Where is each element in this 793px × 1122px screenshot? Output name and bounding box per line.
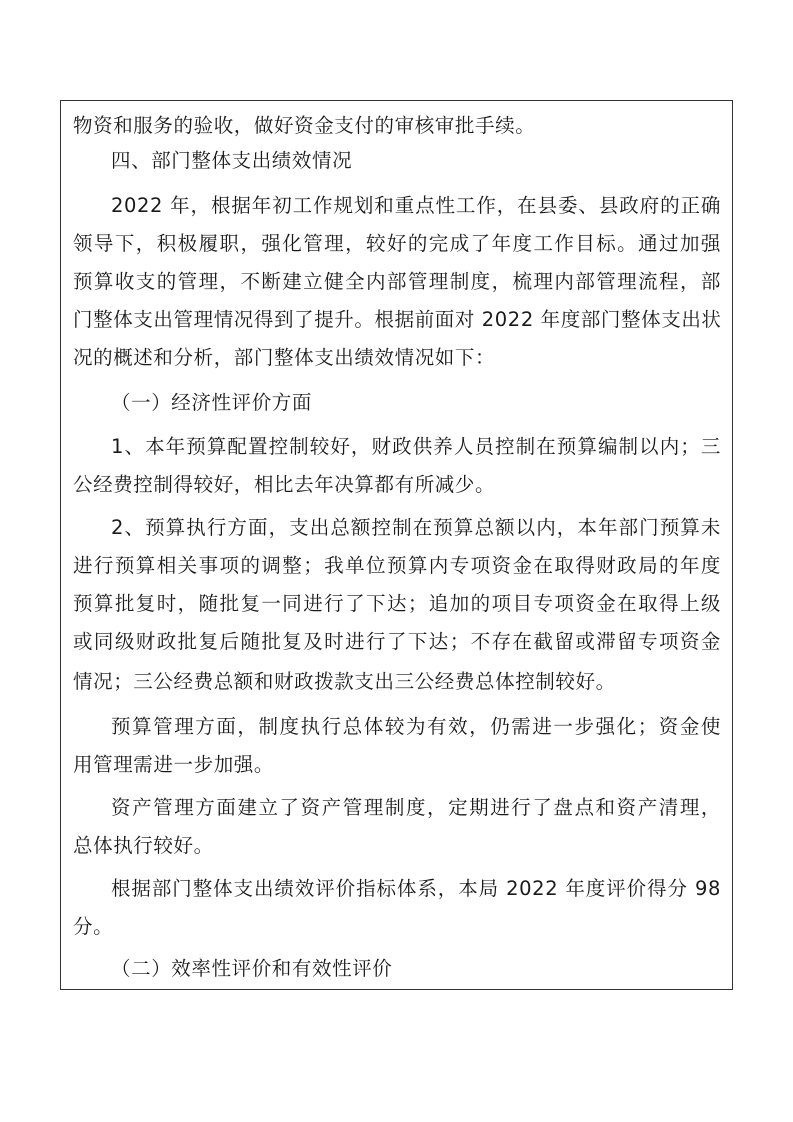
paragraph-line: 情况；三公经费总额和财政拨款支出三公经费总体控制较好。 <box>73 670 616 693</box>
paragraph-line: 物资和服务的验收，做好资金支付的审核审批手续。 <box>73 114 536 137</box>
paragraph-line: 公经费控制得较好，相比去年决算都有所减少。 <box>73 473 496 496</box>
paragraph-line: 2、预算执行方面，支出总额控制在预算总额以内，本年部门预算未 <box>111 516 721 539</box>
paragraph-line: 进行预算相关事项的调整；我单位预算内专项资金在取得财政局的年度 <box>73 554 721 577</box>
paragraph-line: 预算收支的管理，不断建立健全内部管理制度，梳理内部管理流程，部 <box>73 270 721 293</box>
section-heading: 四、部门整体支出绩效情况 <box>111 149 353 172</box>
paragraph-line: 资产管理方面建立了资产管理制度，定期进行了盘点和资产清理， <box>111 796 721 819</box>
paragraph-line: 分。 <box>73 915 114 938</box>
subsection-heading: （一）经济性评价方面 <box>111 391 313 414</box>
paragraph-line: 1、本年预算配置控制较好，财政供养人员控制在预算编制以内；三 <box>111 435 721 458</box>
paragraph-line: 总体执行较好。 <box>73 834 214 857</box>
paragraph-line: 根据部门整体支出绩效评价指标体系，本局 2022 年度评价得分 98 <box>111 877 721 900</box>
paragraph-line: 预算管理方面，制度执行总体较为有效，仍需进一步强化；资金使 <box>111 715 721 738</box>
paragraph-line: 预算批复时，随批复一同进行了下达；追加的项目专项资金在取得上级 <box>73 592 721 615</box>
paragraph-line: 2022 年，根据年初工作规划和重点性工作，在县委、县政府的正确 <box>111 194 721 217</box>
paragraph-line: 用管理需进一步加强。 <box>73 753 275 776</box>
paragraph-line: 领导下，积极履职，强化管理，较好的完成了年度工作目标。通过加强 <box>73 232 721 255</box>
paragraph-line: 或同级财政批复后随批复及时进行了下达；不存在截留或滞留专项资金 <box>73 630 721 653</box>
paragraph-line: 门整体支出管理情况得到了提升。根据前面对 2022 年度部门整体支出状 <box>73 308 722 331</box>
paragraph-line: 况的概述和分析，部门整体支出绩效情况如下： <box>73 346 496 369</box>
subsection-heading: （二）效率性评价和有效性评价 <box>111 957 393 980</box>
